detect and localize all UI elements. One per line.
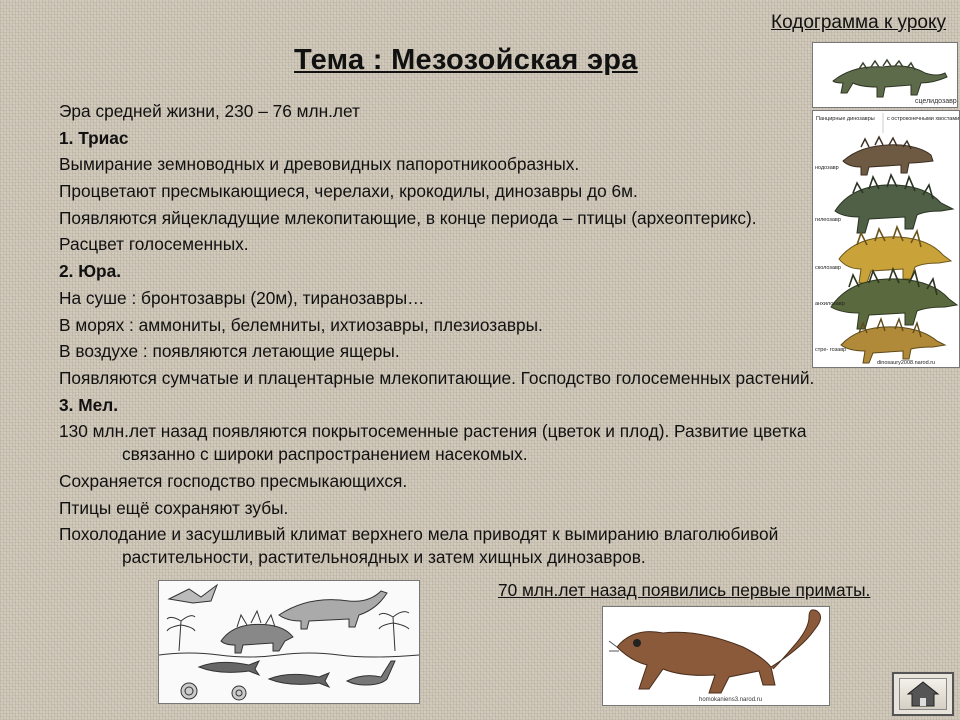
primate-watermark: homokaniens3.narod.ru	[699, 697, 763, 703]
home-icon	[894, 674, 952, 714]
triassic-line: Расцвет голосеменных.	[59, 234, 249, 255]
mesozoic-scene-image	[158, 580, 420, 704]
slide-content	[59, 100, 939, 573]
panel-label: анхилозавр	[815, 301, 845, 307]
cretaceous-line	[59, 420, 889, 466]
panel-watermark: dinosaury2008.narod.ru	[877, 360, 936, 366]
panel-label: нодозавр	[815, 165, 839, 171]
armored-dinosaurs-illustration	[813, 111, 959, 367]
triassic-line: Появляются яйцекладущие млекопитающие, в конце периода – птицы (археоптерикс).	[59, 207, 757, 228]
panel-header-left: Панцирные динозавры	[816, 116, 875, 122]
page-title: Тема : Мезозойская эра	[294, 44, 638, 76]
cretaceous-line	[59, 523, 889, 569]
primates-link[interactable]: 70 млн.лет назад появились первые приматы.	[498, 580, 871, 600]
home-button[interactable]	[892, 672, 954, 716]
panel-label: стре- гозавр	[815, 347, 847, 353]
cretaceous-line-continuation: растительности, растительноядных и затем хищных динозавров.	[122, 547, 646, 568]
cretaceous-line-part: Похолодание и засушливый климат верхнего мела приводят к вымиранию влаголюбивой	[59, 524, 779, 545]
jurassic-heading: 2. Юра.	[59, 261, 122, 282]
triassic-heading: 1. Триас	[59, 127, 129, 148]
armored-dinosaurs-image	[812, 110, 960, 368]
panel-label: гилеозавр	[815, 217, 841, 223]
jurassic-line: На суше : бронтозавры (20м), тиранозавры…	[59, 287, 425, 308]
scelidosaurus-illustration	[813, 43, 957, 107]
cretaceous-line-part: 130 млн.лет назад появляются покрытосеменные растения (цветок и плод). Развитие цветка	[59, 421, 807, 442]
early-primate-image	[602, 606, 830, 706]
intro-line: Эра средней жизни, 230 – 76 млн.лет	[59, 101, 360, 121]
lesson-codogram-link[interactable]: Кодограмма к уроку	[771, 12, 946, 33]
triassic-line: Вымирание земноводных и древовидных папоротникообразных.	[59, 154, 580, 175]
cretaceous-line: Птицы ещё сохраняют зубы.	[59, 497, 289, 518]
early-primate-illustration	[603, 607, 829, 705]
panel-label: сколозавр	[815, 265, 841, 271]
jurassic-line: В воздухе : появляются летающие ящеры.	[59, 341, 400, 362]
jurassic-line: В морях : аммониты, белемниты, ихтиозавры, плезиозавры.	[59, 314, 543, 335]
jurassic-line: Появляются сумчатые и плацентарные млекопитающие. Господство голосеменных растений.	[59, 367, 815, 388]
cretaceous-line-continuation: связанно с широки распространением насекомых.	[122, 444, 528, 465]
mesozoic-scene-illustration	[159, 581, 419, 703]
triassic-line: Процветают пресмыкающиеся, черелахи, крокодилы, динозавры до 6м.	[59, 181, 638, 202]
cretaceous-line: Сохраняется господство пресмыкающихся.	[59, 470, 408, 491]
cretaceous-heading: 3. Мел.	[59, 394, 118, 415]
scelidosaurus-caption: сцелидозавр	[915, 98, 957, 105]
panel-header-right: с остроконечными хвостами	[887, 116, 959, 122]
scelidosaurus-image	[812, 42, 958, 108]
